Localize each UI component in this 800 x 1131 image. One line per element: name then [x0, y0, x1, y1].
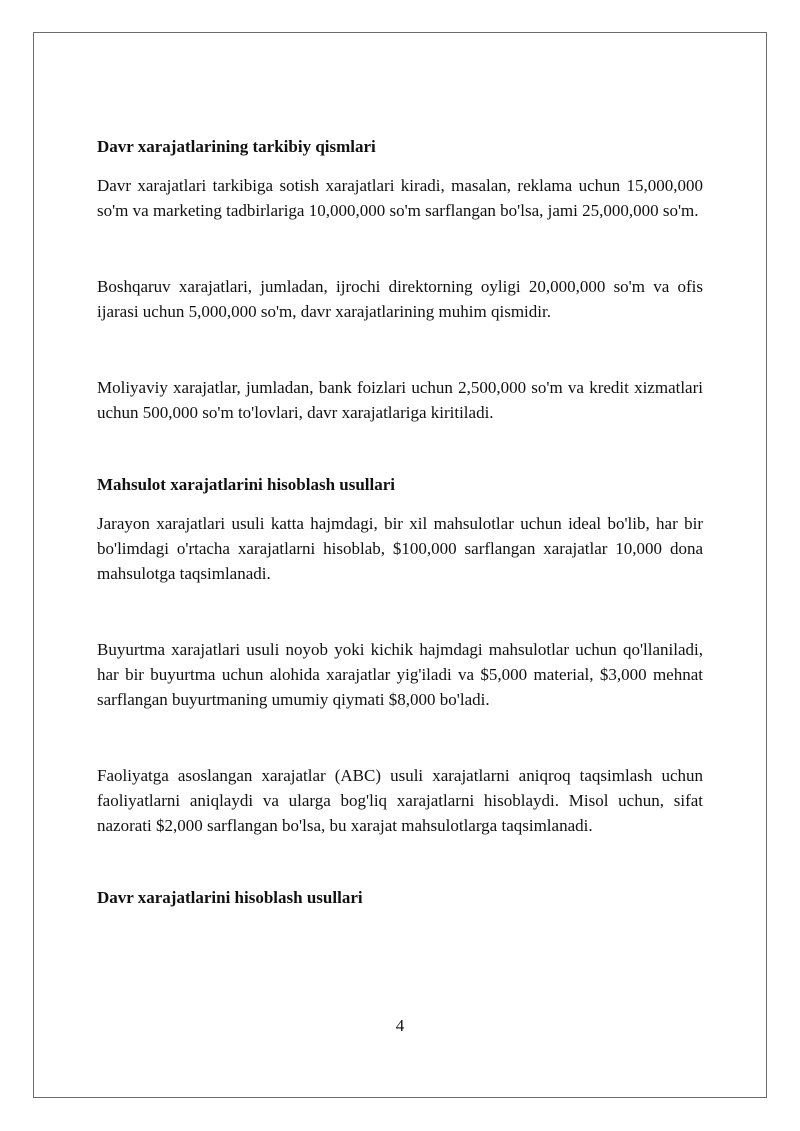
- paragraph: Faoliyatga asoslangan xarajatlar (ABC) usuli xarajatlarni aniqroq taqsimlash uchun faoliyatlarni aniqlaydi va ularga bog'liq xarajatlarni hisoblaydi. Misol uchun, sifat nazorati $2,000 sarflangan bo'lsa, bu xarajat mahsulotlarga taqsimlanadi.: [97, 766, 703, 835]
- paragraph: Moliyaviy xarajatlar, jumladan, bank foizlari uchun 2,500,000 so'm va kredit xizmatlari uchun 500,000 so'm to'lovlari, davr xarajatlariga kiritiladi.: [97, 378, 703, 422]
- section-heading: Mahsulot xarajatlarini hisoblash usullari: [97, 475, 396, 494]
- paragraph: Jarayon xarajatlari usuli katta hajmdagi, bir xil mahsulotlar uchun ideal bo'lib, har bir bo'limdagi o'rtacha xarajatlarni hisoblab, $100,000 sarflangan xarajatlar 10,000 dona mahsulotga taqsimlanadi.: [97, 514, 703, 583]
- paragraph: Buyurtma xarajatlari usuli noyob yoki kichik hajmdagi mahsulotlar uchun qo'llaniladi, har bir buyurtma uchun alohida xarajatlar yig'iladi va $5,000 material, $3,000 mehnat sarflangan buyurtmaning umumiy qiymati $8,000 bo'ladi.: [97, 640, 703, 709]
- section-heading: Davr xarajatlarini hisoblash usullari: [97, 888, 363, 907]
- section-heading: Davr xarajatlarining tarkibiy qismlari: [97, 137, 376, 156]
- document-body: [97, 134, 703, 924]
- paragraph: Davr xarajatlari tarkibiga sotish xarajatlari kiradi, masalan, reklama uchun 15,000,000 so'm va marketing tadbirlariga 10,000,000 so'm sarflangan bo'lsa, jami 25,000,000 so'm.: [97, 176, 703, 220]
- page-number: 4: [395, 1016, 405, 1035]
- paragraph: Boshqaruv xarajatlari, jumladan, ijrochi direktorning oyligi 20,000,000 so'm va ofis ijarasi uchun 5,000,000 so'm, davr xarajatlarining muhim qismidir.: [97, 277, 703, 321]
